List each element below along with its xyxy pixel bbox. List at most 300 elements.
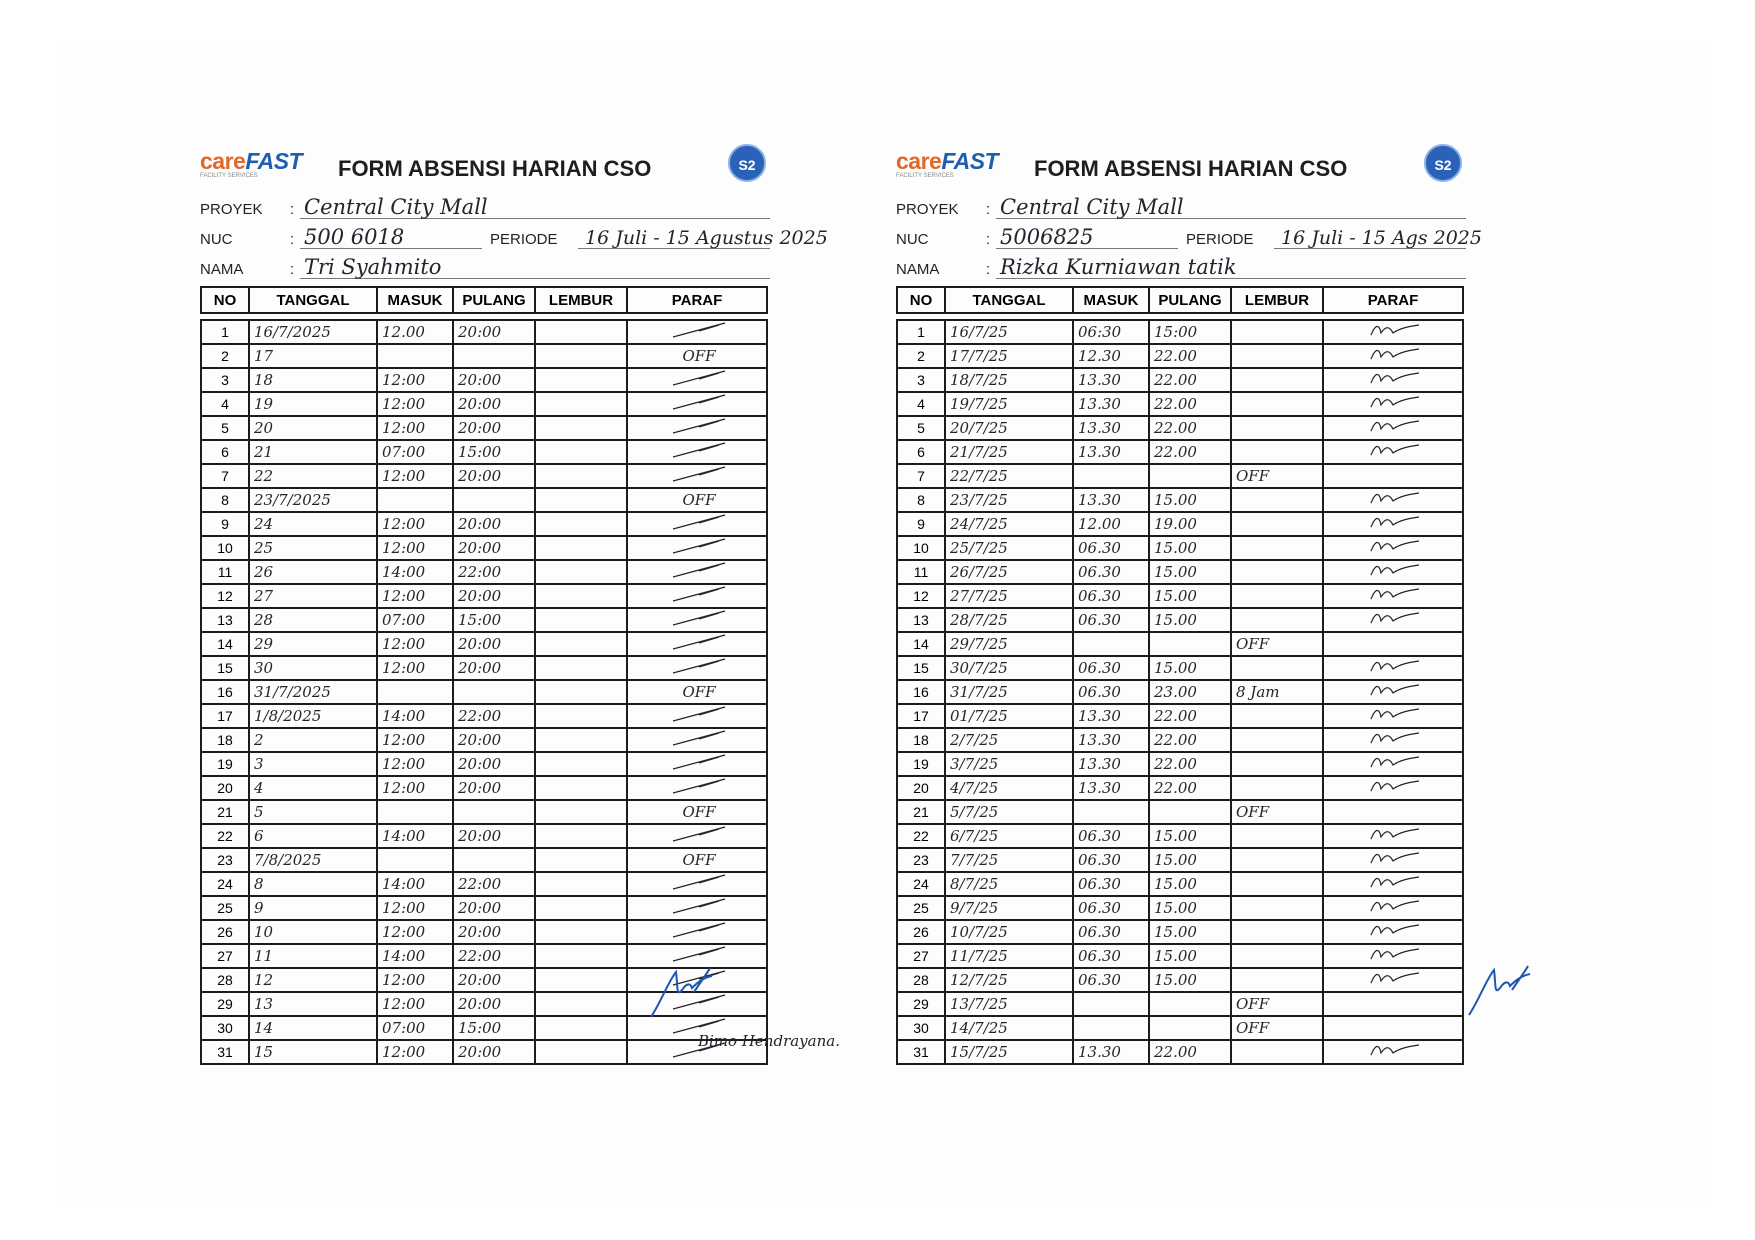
cell-tanggal: 30/7/25 (945, 656, 1073, 680)
cell-no: 14 (897, 632, 945, 656)
spacer-cell (1231, 313, 1323, 320)
cell-no: 1 (897, 320, 945, 344)
table-row (897, 920, 1463, 944)
nama-value: Rizka Kurniawan tatik (1000, 255, 1237, 279)
table-row (897, 776, 1463, 800)
cell-tanggal: 20 (249, 416, 377, 440)
cell-masuk: 07:00 (377, 1016, 453, 1040)
form-header (200, 144, 766, 192)
cell-lembur (1231, 752, 1323, 776)
cell-lembur (535, 1016, 627, 1040)
paraf-signature-icon (1365, 321, 1425, 339)
colon: : (986, 261, 991, 278)
cell-tanggal: 16/7/2025 (249, 320, 377, 344)
s2-seal-icon: S2 (1424, 144, 1462, 182)
cell-pulang: 15:00 (453, 608, 535, 632)
paraf-signature-icon (1365, 969, 1425, 987)
cell-masuk: 12:00 (377, 632, 453, 656)
cell-tanggal: 21 (249, 440, 377, 464)
cell-pulang: 22.00 (1149, 704, 1231, 728)
cell-paraf (627, 560, 767, 584)
table-row (897, 872, 1463, 896)
cell-pulang: 22.00 (1149, 368, 1231, 392)
cell-pulang: 20:00 (453, 320, 535, 344)
table-row (201, 776, 767, 800)
cell-tanggal: 31/7/25 (945, 680, 1073, 704)
cell-paraf (1323, 704, 1463, 728)
cell-pulang (1149, 1016, 1231, 1040)
table-row (897, 992, 1463, 1016)
cell-pulang: 22.00 (1149, 776, 1231, 800)
cell-no: 13 (897, 608, 945, 632)
cell-lembur (1231, 896, 1323, 920)
cell-paraf (1323, 800, 1463, 824)
cell-no: 3 (897, 368, 945, 392)
cell-lembur: OFF (1231, 1016, 1323, 1040)
cell-lembur (1231, 656, 1323, 680)
cell-no: 9 (201, 512, 249, 536)
table-row (897, 944, 1463, 968)
cell-paraf (1323, 752, 1463, 776)
cell-no: 7 (201, 464, 249, 488)
cell-tanggal: 29 (249, 632, 377, 656)
paraf-signature-icon (669, 753, 729, 771)
cell-pulang: 15:00 (453, 440, 535, 464)
cell-lembur (1231, 392, 1323, 416)
cell-pulang: 20:00 (453, 368, 535, 392)
cell-pulang: 15.00 (1149, 536, 1231, 560)
cell-masuk: 12:00 (377, 512, 453, 536)
cell-tanggal: 27/7/25 (945, 584, 1073, 608)
s2-seal-icon: S2 (728, 144, 766, 182)
cell-lembur: OFF (1231, 800, 1323, 824)
cell-no: 25 (897, 896, 945, 920)
cell-lembur (535, 560, 627, 584)
cell-tanggal: 4 (249, 776, 377, 800)
cell-paraf (627, 368, 767, 392)
table-header-row (201, 287, 767, 313)
cell-no: 30 (201, 1016, 249, 1040)
carefast-logo: careFAST FACILITY SERVICES (896, 148, 999, 179)
cell-lembur (1231, 776, 1323, 800)
paraf-signature-icon (669, 657, 729, 675)
paraf-signature-icon (1365, 417, 1425, 435)
paraf-signature-icon (1365, 921, 1425, 939)
cell-masuk: 12.00 (377, 320, 453, 344)
cell-no: 27 (897, 944, 945, 968)
cell-no: 10 (897, 536, 945, 560)
cell-masuk: 13.30 (1073, 728, 1149, 752)
cell-masuk (377, 488, 453, 512)
cell-pulang: 22.00 (1149, 752, 1231, 776)
cell-masuk: 06.30 (1073, 920, 1149, 944)
table-row (897, 320, 1463, 344)
proyek-label: PROYEK (896, 201, 959, 218)
cell-masuk: 12:00 (377, 584, 453, 608)
paraf-signature-icon (1365, 561, 1425, 579)
cell-lembur (535, 704, 627, 728)
cell-lembur (1231, 824, 1323, 848)
cell-paraf: OFF (627, 848, 767, 872)
cell-paraf (627, 608, 767, 632)
spacer-cell (897, 313, 945, 320)
table-row (897, 368, 1463, 392)
cell-no: 28 (201, 968, 249, 992)
cell-masuk: 14:00 (377, 872, 453, 896)
cell-masuk: 06.30 (1073, 848, 1149, 872)
cell-tanggal: 20/7/25 (945, 416, 1073, 440)
cell-masuk: 06.30 (1073, 680, 1149, 704)
cell-lembur (535, 1040, 627, 1064)
paraf-signature-icon (669, 921, 729, 939)
table-row (201, 896, 767, 920)
attendance-form-left (58, 42, 884, 1202)
cell-tanggal: 12/7/25 (945, 968, 1073, 992)
cell-pulang: 20:00 (453, 728, 535, 752)
cell-masuk: 12:00 (377, 896, 453, 920)
col-masuk: MASUK (377, 287, 453, 313)
table-row (201, 464, 767, 488)
cell-paraf (627, 464, 767, 488)
paraf-signature-icon (669, 777, 729, 795)
cell-paraf (1323, 776, 1463, 800)
cell-tanggal: 17 (249, 344, 377, 368)
cell-pulang: 22.00 (1149, 440, 1231, 464)
cell-pulang (453, 488, 535, 512)
cell-paraf (627, 632, 767, 656)
cell-no: 15 (897, 656, 945, 680)
table-row (201, 728, 767, 752)
cell-masuk: 13.30 (1073, 440, 1149, 464)
cell-masuk: 14:00 (377, 704, 453, 728)
cell-tanggal: 31/7/2025 (249, 680, 377, 704)
paraf-signature-icon (1365, 657, 1425, 675)
cell-tanggal: 7/7/25 (945, 848, 1073, 872)
cell-no: 14 (201, 632, 249, 656)
cell-pulang (1149, 464, 1231, 488)
cell-masuk: 06.30 (1073, 584, 1149, 608)
spacer-cell (627, 313, 767, 320)
cell-tanggal: 15 (249, 1040, 377, 1064)
cell-paraf (1323, 848, 1463, 872)
form-title: FORM ABSENSI HARIAN CSO (1034, 156, 1348, 181)
cell-paraf (1323, 560, 1463, 584)
cell-paraf (627, 728, 767, 752)
table-row (201, 368, 767, 392)
cell-pulang: 15.00 (1149, 920, 1231, 944)
cell-masuk: 13.30 (1073, 704, 1149, 728)
cell-pulang: 20:00 (453, 968, 535, 992)
cell-tanggal: 27 (249, 584, 377, 608)
cell-paraf (1323, 920, 1463, 944)
cell-masuk: 12.30 (1073, 344, 1149, 368)
cell-lembur (535, 320, 627, 344)
table-row (897, 440, 1463, 464)
cell-tanggal: 24/7/25 (945, 512, 1073, 536)
table-row (897, 1040, 1463, 1064)
cell-tanggal: 23/7/25 (945, 488, 1073, 512)
cell-lembur (535, 488, 627, 512)
periode-label: PERIODE (490, 231, 558, 248)
cell-masuk (377, 680, 453, 704)
paraf-signature-icon (1365, 897, 1425, 915)
cell-paraf (627, 872, 767, 896)
col-pulang: PULANG (1149, 287, 1231, 313)
table-row (201, 632, 767, 656)
paraf-signature-icon (1365, 585, 1425, 603)
cell-lembur (535, 872, 627, 896)
cell-no: 27 (201, 944, 249, 968)
cell-lembur (1231, 488, 1323, 512)
periode-value: 16 Juli - 15 Agustus 2025 (585, 227, 828, 249)
cell-tanggal: 13 (249, 992, 377, 1016)
table-row (897, 464, 1463, 488)
cell-no: 29 (897, 992, 945, 1016)
table-row (201, 752, 767, 776)
cell-tanggal: 26 (249, 560, 377, 584)
cell-paraf (1323, 584, 1463, 608)
cell-tanggal: 18/7/25 (945, 368, 1073, 392)
cell-tanggal: 24 (249, 512, 377, 536)
cell-lembur: OFF (1231, 464, 1323, 488)
cell-lembur (1231, 944, 1323, 968)
cell-lembur (1231, 920, 1323, 944)
paraf-signature-icon (669, 537, 729, 555)
cell-no: 25 (201, 896, 249, 920)
cell-lembur (535, 416, 627, 440)
col-lembur: LEMBUR (1231, 287, 1323, 313)
cell-paraf (1323, 488, 1463, 512)
cell-masuk (1073, 464, 1149, 488)
cell-no: 2 (201, 344, 249, 368)
cell-no: 12 (201, 584, 249, 608)
cell-no: 26 (897, 920, 945, 944)
cell-pulang: 22:00 (453, 872, 535, 896)
table-row (201, 344, 767, 368)
paraf-signature-icon (669, 585, 729, 603)
cell-tanggal: 16/7/25 (945, 320, 1073, 344)
cell-masuk: 12:00 (377, 1040, 453, 1064)
cell-paraf (1323, 320, 1463, 344)
cell-paraf (627, 440, 767, 464)
attendance-table (896, 286, 1464, 1065)
cell-pulang: 20:00 (453, 464, 535, 488)
spacer-cell (945, 313, 1073, 320)
cell-lembur: 8 Jam (1231, 680, 1323, 704)
table-row (897, 728, 1463, 752)
cell-lembur (535, 824, 627, 848)
cell-paraf (1323, 992, 1463, 1016)
cell-lembur (535, 800, 627, 824)
cell-paraf (1323, 464, 1463, 488)
cell-no: 30 (897, 1016, 945, 1040)
table-row (897, 800, 1463, 824)
table-row (897, 896, 1463, 920)
cell-lembur (535, 632, 627, 656)
table-row (897, 848, 1463, 872)
cell-pulang: 20:00 (453, 1040, 535, 1064)
table-row (897, 752, 1463, 776)
cell-tanggal: 28/7/25 (945, 608, 1073, 632)
cell-paraf (1323, 728, 1463, 752)
cell-lembur (1231, 560, 1323, 584)
cell-masuk: 13.30 (1073, 752, 1149, 776)
table-row (897, 608, 1463, 632)
table-row (201, 512, 767, 536)
cell-tanggal: 8/7/25 (945, 872, 1073, 896)
periode-label: PERIODE (1186, 231, 1254, 248)
cell-no: 1 (201, 320, 249, 344)
table-spacer (201, 313, 767, 320)
cell-no: 18 (897, 728, 945, 752)
cell-pulang: 15.00 (1149, 488, 1231, 512)
colon: : (290, 231, 295, 248)
cell-lembur (1231, 872, 1323, 896)
cell-masuk: 12:00 (377, 656, 453, 680)
cell-paraf (1323, 944, 1463, 968)
spacer-cell (1149, 313, 1231, 320)
cell-paraf (1323, 440, 1463, 464)
proyek-row (200, 192, 770, 222)
cell-tanggal: 25 (249, 536, 377, 560)
cell-masuk: 06.30 (1073, 824, 1149, 848)
nama-row (200, 252, 770, 282)
nuc-periode-row (200, 222, 828, 252)
cell-no: 17 (897, 704, 945, 728)
cell-tanggal: 3 (249, 752, 377, 776)
cell-masuk: 07:00 (377, 608, 453, 632)
nuc-label: NUC (896, 231, 929, 248)
paraf-signature-icon (669, 513, 729, 531)
cell-lembur (1231, 368, 1323, 392)
cell-masuk: 12:00 (377, 968, 453, 992)
cell-tanggal: 17/7/25 (945, 344, 1073, 368)
cell-tanggal: 22/7/25 (945, 464, 1073, 488)
cell-tanggal: 29/7/25 (945, 632, 1073, 656)
cell-pulang: 20:00 (453, 632, 535, 656)
cell-paraf (1323, 416, 1463, 440)
cell-tanggal: 11 (249, 944, 377, 968)
paraf-signature-icon (1365, 489, 1425, 507)
cell-lembur (535, 896, 627, 920)
supervisor-name: Bimo Hendrayana. (698, 1032, 840, 1050)
table-row (201, 608, 767, 632)
cell-no: 22 (201, 824, 249, 848)
cell-lembur (535, 656, 627, 680)
table-spacer (897, 313, 1463, 320)
nuc-periode-row (896, 222, 1482, 252)
cell-pulang: 15.00 (1149, 584, 1231, 608)
cell-lembur (535, 536, 627, 560)
cell-lembur (535, 776, 627, 800)
cell-pulang: 15.00 (1149, 968, 1231, 992)
cell-lembur (535, 392, 627, 416)
cell-tanggal: 5 (249, 800, 377, 824)
col-paraf: PARAF (627, 287, 767, 313)
paraf-signature-icon (669, 897, 729, 915)
cell-tanggal: 5/7/25 (945, 800, 1073, 824)
cell-lembur: OFF (1231, 992, 1323, 1016)
table-row (897, 680, 1463, 704)
attendance-table (200, 286, 768, 1065)
cell-paraf (627, 704, 767, 728)
cell-no: 26 (201, 920, 249, 944)
cell-tanggal: 7/8/2025 (249, 848, 377, 872)
paraf-signature-icon (1365, 945, 1425, 963)
cell-no: 5 (201, 416, 249, 440)
cell-no: 24 (897, 872, 945, 896)
cell-tanggal: 11/7/25 (945, 944, 1073, 968)
table-row (897, 344, 1463, 368)
paraf-signature-icon (669, 729, 729, 747)
cell-pulang: 22.00 (1149, 344, 1231, 368)
table-row (897, 656, 1463, 680)
cell-masuk: 06.30 (1073, 944, 1149, 968)
cell-paraf (1323, 608, 1463, 632)
paraf-signature-icon (669, 609, 729, 627)
table-row (897, 824, 1463, 848)
cell-no: 24 (201, 872, 249, 896)
paraf-signature-icon (1365, 369, 1425, 387)
cell-no: 8 (897, 488, 945, 512)
cell-no: 6 (201, 440, 249, 464)
cell-tanggal: 21/7/25 (945, 440, 1073, 464)
cell-tanggal: 23/7/2025 (249, 488, 377, 512)
cell-no: 22 (897, 824, 945, 848)
cell-no: 16 (897, 680, 945, 704)
table-body (201, 313, 767, 1064)
paraf-signature-icon (1365, 345, 1425, 363)
cell-lembur (535, 848, 627, 872)
cell-tanggal: 1/8/2025 (249, 704, 377, 728)
cell-tanggal: 10 (249, 920, 377, 944)
cell-no: 12 (897, 584, 945, 608)
proyek-value: Central City Mall (304, 195, 488, 219)
cell-masuk: 06.30 (1073, 896, 1149, 920)
cell-pulang: 20:00 (453, 992, 535, 1016)
cell-masuk: 14:00 (377, 824, 453, 848)
table-row (201, 560, 767, 584)
cell-pulang: 20:00 (453, 536, 535, 560)
cell-pulang: 15.00 (1149, 824, 1231, 848)
cell-pulang: 20:00 (453, 824, 535, 848)
nama-row (896, 252, 1466, 282)
cell-lembur (535, 584, 627, 608)
paraf-signature-icon (1365, 681, 1425, 699)
cell-pulang (453, 680, 535, 704)
cell-lembur (535, 464, 627, 488)
cell-masuk: 14:00 (377, 944, 453, 968)
cell-pulang: 15.00 (1149, 848, 1231, 872)
cell-lembur (535, 440, 627, 464)
cell-paraf (627, 824, 767, 848)
table-row (897, 512, 1463, 536)
paraf-signature-icon (1365, 873, 1425, 891)
cell-lembur (535, 728, 627, 752)
spacer-cell (1073, 313, 1149, 320)
cell-masuk: 13.30 (1073, 368, 1149, 392)
cell-lembur (535, 680, 627, 704)
paraf-signature-icon (1365, 825, 1425, 843)
cell-masuk: 06.30 (1073, 536, 1149, 560)
cell-paraf (1323, 680, 1463, 704)
cell-paraf (1323, 656, 1463, 680)
cell-masuk: 12:00 (377, 776, 453, 800)
cell-pulang (1149, 992, 1231, 1016)
cell-paraf (1323, 1040, 1463, 1064)
nuc-label: NUC (200, 231, 233, 248)
cell-tanggal: 14/7/25 (945, 1016, 1073, 1040)
